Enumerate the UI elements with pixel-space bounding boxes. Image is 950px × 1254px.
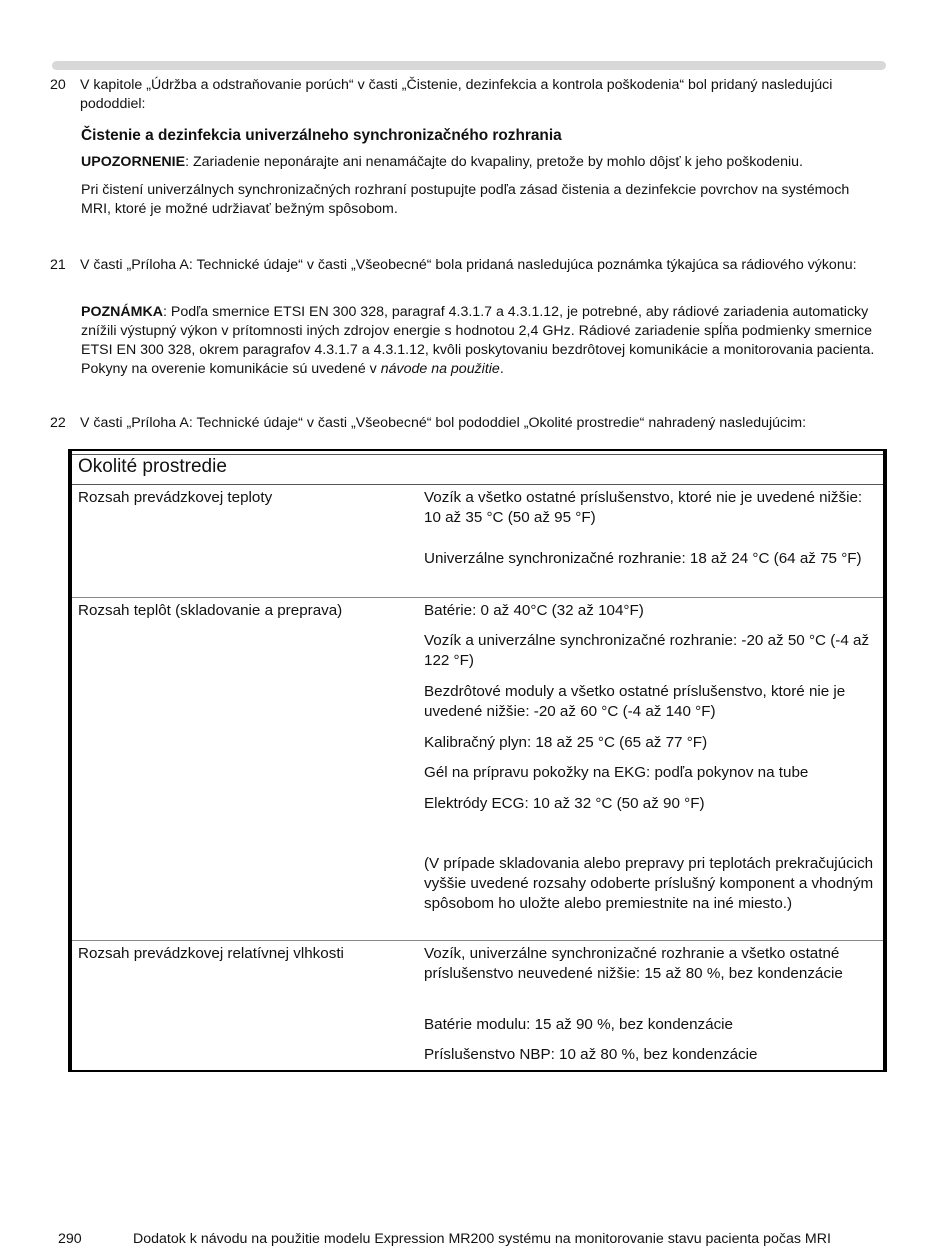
row-value: Elektródy ECG: 10 až 32 °C (50 až 90 °F) xyxy=(424,795,705,812)
item-20 xyxy=(50,76,886,114)
row-label: Rozsah prevádzkovej teploty xyxy=(78,489,273,506)
row-value: Vozík, univerzálne synchronizačné rozhranie a všetko ostatné príslušenstvo neuvedené nižšie: 15 až 80 %, bez kondenzácie xyxy=(424,945,843,982)
row-value: Univerzálne synchronizačné rozhranie: 18 až 24 °C (64 až 75 °F) xyxy=(424,550,862,567)
row-value: Batérie modulu: 15 až 90 %, bez kondenzácie xyxy=(424,1016,734,1033)
row-value: Batérie: 0 až 40°C (32 až 104°F) xyxy=(424,602,644,619)
item-text: V časti „Príloha A: Technické údaje“ v časti „Všeobecné“ bola pridaná nasledujúca poznámka týkajúca sa rádiového výkonu: xyxy=(80,257,857,273)
table-row xyxy=(72,598,883,941)
row-value: Vozík a univerzálne synchronizačné rozhranie: -20 až 50 °C (-4 až 122 °F) xyxy=(424,632,870,669)
cleaning-paragraph: Pri čistení univerzálnych synchronizačných rozhraní postupujte podľa zásad čistenia a dezinfekcie povrchov na systémoch MRI, ktoré je možné udržiavať bežným spôsobom. xyxy=(81,182,850,217)
note-paragraph xyxy=(81,303,881,379)
warning-label: UPOZORNENIE xyxy=(81,154,186,170)
item-text: V kapitole „Údržba a odstraňovanie porúch“ v časti „Čistenie, dezinfekcia a kontrola poškodenia“ bol pridaný nasledujúci pododdiel: xyxy=(80,77,833,112)
section-heading: Čistenie a dezinfekcia univerzálneho synchronizačného rozhrania xyxy=(81,127,562,144)
row-value: Bezdrôtové moduly a všetko ostatné príslušenstvo, ktoré nie je uvedené nižšie: -20 až 60 °C (-4 až 140 °F) xyxy=(424,683,846,720)
row-label: Rozsah teplôt (skladovanie a preprava) xyxy=(78,602,343,619)
row-value: Gél na prípravu pokožky na EKG: podľa pokynov na tube xyxy=(424,764,809,781)
item-22 xyxy=(50,414,886,433)
item-number: 21 xyxy=(50,257,66,273)
item-number: 20 xyxy=(50,77,66,93)
note-italic: návode na použitie xyxy=(380,361,500,377)
note-label: POZNÁMKA xyxy=(81,304,163,320)
row-label: Rozsah prevádzkovej relatívnej vlhkosti xyxy=(78,945,344,962)
page-number: 290 xyxy=(58,1231,82,1247)
item-number: 22 xyxy=(50,415,66,431)
item-21 xyxy=(50,256,886,275)
warning-paragraph xyxy=(81,153,881,172)
environment-table xyxy=(68,449,887,1072)
warning-text: : Zariadenie neponárajte ani nenamáčajte do kvapaliny, pretože by mohlo dôjsť k jeho poškodeniu. xyxy=(185,154,803,170)
footer-text: Dodatok k návodu na použitie modelu Expression MR200 systému na monitorovanie stavu pacienta počas MRI xyxy=(133,1231,831,1247)
note-end: . xyxy=(499,361,504,377)
table-title: Okolité prostredie xyxy=(72,451,883,485)
note-text: : Podľa smernice ETSI EN 300 328, paragraf 4.3.1.7 a 4.3.1.12, je potrebné, aby rádiové zariadenia automaticky znížili výstupný výkon v prítomnosti iných zdrojov energie s hodnotou 2,4 GHz. Rádiové zariadenie spĺňa podmienky smernice ETSI EN 300 328, okrem paragrafov 4.3.1.7 a 4.3.1.12, kvôli poskytovaniu bezdrôtovej komunikácie a monitorovania pacienta. Pokyny na overenie komunikácie sú uvedené v xyxy=(81,304,875,377)
row-value: Vozík a všetko ostatné príslušenstvo, ktoré nie je uvedené nižšie: 10 až 35 °C (50 až 95 °F) xyxy=(424,489,863,526)
table-row xyxy=(72,485,883,598)
header-rule xyxy=(52,61,886,70)
table-row xyxy=(72,941,883,1070)
row-value: Kalibračný plyn: 18 až 25 °C (65 až 77 °F) xyxy=(424,734,708,751)
item-text: V časti „Príloha A: Technické údaje“ v časti „Všeobecné“ bol pododdiel „Okolité prostredie“ nahradený nasledujúcim: xyxy=(80,415,807,431)
row-value: Príslušenstvo NBP: 10 až 80 %, bez kondenzácie xyxy=(424,1046,758,1063)
row-value: (V prípade skladovania alebo prepravy pri teplotách prekračujúcich vyššie uvedené rozsahy odoberte príslušný komponent a vhodným spôsobom ho uložte alebo premiestnite na iné miesto.) xyxy=(424,855,874,912)
